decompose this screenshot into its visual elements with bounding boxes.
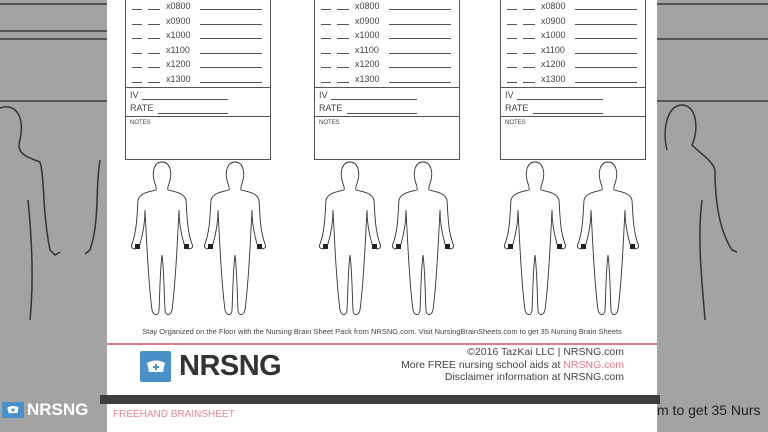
body-outline-icon <box>0 100 107 400</box>
rate-label: RATE <box>130 103 154 113</box>
nrsng-link[interactable]: NRSNG.com <box>563 358 624 371</box>
brain-sheet-page <box>107 0 657 395</box>
patient-column-3 <box>500 0 646 160</box>
iv-label: IV <box>130 90 139 100</box>
time-row: x0900 <box>126 15 270 30</box>
time-row: x1200 <box>315 58 459 73</box>
footer-credits <box>401 346 624 384</box>
video-watermark: NRSNG <box>2 400 88 420</box>
time-row: x1300 <box>501 73 645 88</box>
notes-section: NOTES <box>501 116 645 153</box>
iv-section <box>126 87 270 116</box>
time-row: x1000 <box>501 29 645 44</box>
iv-section <box>315 87 459 116</box>
time-row: x1200 <box>126 58 270 73</box>
accent-divider <box>107 343 657 345</box>
time-row: x1100 <box>315 44 459 59</box>
time-row: x0800 <box>315 0 459 15</box>
time-row: x0800 <box>501 0 645 15</box>
next-page <box>107 404 657 432</box>
time-row: x1300 <box>126 73 270 88</box>
iv-section <box>501 87 645 116</box>
time-row: x1000 <box>315 29 459 44</box>
iv-label: IV <box>505 90 514 100</box>
rate-label: RATE <box>505 103 529 113</box>
time-row: x1200 <box>501 58 645 73</box>
body-outline-icon <box>657 100 768 400</box>
background-right-zoomed <box>657 0 768 432</box>
rate-label: RATE <box>319 103 343 113</box>
time-row: x1100 <box>501 44 645 59</box>
patient-column-1 <box>125 0 271 160</box>
background-left-zoomed <box>0 0 107 432</box>
patient-column-2 <box>314 0 460 160</box>
body-diagrams <box>127 160 657 320</box>
next-page-title: FREEHAND BRAINSHEET <box>113 409 235 420</box>
nrsng-logo <box>140 350 281 383</box>
notes-section: NOTES <box>126 116 270 153</box>
time-row: x1300 <box>315 73 459 88</box>
time-row: x1100 <box>126 44 270 59</box>
aids-text: More FREE nursing school aids at NRSNG.com <box>401 358 624 371</box>
time-row: x0900 <box>315 15 459 30</box>
logo-text: NRSNG <box>179 350 282 382</box>
time-row: x0900 <box>501 15 645 30</box>
iv-label: IV <box>319 90 328 100</box>
page-separator <box>100 395 660 404</box>
time-row: x1000 <box>126 29 270 44</box>
background-right-text: m to get 35 Nurs <box>657 402 761 418</box>
nurse-cap-icon <box>140 351 171 382</box>
nurse-cap-icon <box>2 402 24 418</box>
notes-section: NOTES <box>315 116 459 153</box>
time-row: x0800 <box>126 0 270 15</box>
disclaimer-text: Disclaimer information at NRSNG.com <box>444 371 624 383</box>
promo-text: Stay Organized on the Floor with the Nursing Brain Sheet Pack from NRSNG.com. Visit NursingBrainSheets.com to get 35 Nursing Brain Sheets <box>142 327 622 336</box>
copyright-text: ©2016 TazKai LLC | NRSNG.com <box>467 346 624 358</box>
